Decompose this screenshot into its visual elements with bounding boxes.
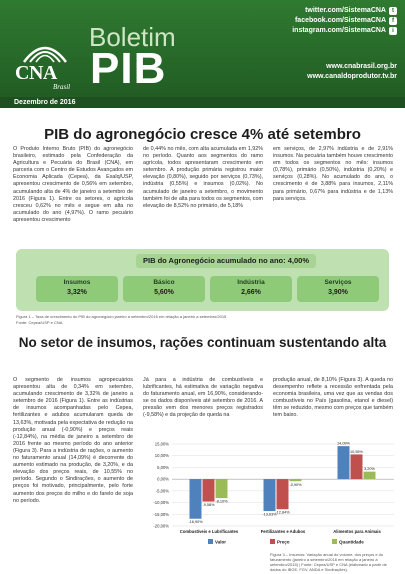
legend-label: Preço — [277, 539, 290, 545]
legend-label: Quantidade — [339, 539, 364, 545]
data-label: 14,09% — [337, 441, 350, 446]
pib-summary-box — [16, 249, 389, 311]
sector-value: 2,66% — [241, 289, 261, 296]
data-label: -16,90% — [188, 520, 203, 525]
figure1-source: Fonte: Cepea/USP e CNA — [16, 320, 63, 325]
article2-column-2: Já para a indústria de combustíveis e lubrificantes, há estimativa de variação negativa do faturamento anual, em 16,90%, considerando-se os dados disponíveis até setembro de 2016. A pressão vem dos menores preços registrados (-9,58%) e da projeção de queda na — [143, 377, 263, 419]
header — [0, 0, 405, 108]
x-tick-label: Fertilizantes e Adubos — [260, 529, 306, 534]
twitter-icon: t — [389, 7, 397, 15]
sector-basico — [123, 276, 205, 302]
sector-name: Básico — [153, 279, 175, 286]
article2-column-1: O segmento de insumos agropecuários apresentou alta de 0,34% em setembro, acumulando crescimento de 3,32% de janeiro a setembro de 2016 (Figura 1). Entre as indústrias de insumos acompanhadas pelo Cepea, fertilizantes e adubos acumularam queda de 13,63%, motivada pela expectativa de redução na produção anual (-0,90%) e preços reais (-12,84%), na média de janeiro a setembro de 2016 frente ao mesmo período do ano anterior (Figura 3). Para a indústria de rações, o aumento no faturamento anual (14,09%) é decorrente do aumento estimado na produção, de 3,20%, e da elevação dos preços reais, de 10,55% no período. Segundo o Sindirações, o aumento de preços foi motivado, principalmente, pelo forte aumento dos preços do milho e do farelo de soja no período. — [13, 377, 133, 504]
figure3-caption: Figura 3 – Insumos: Variação anual do volume, dos preços e do faturamento (janeiro a setembro/2016 em relação a janeiro a setembro/2015) | Fonte: Cepea/USP e CNA (elaborado a partir de dados do IBGE, FGV, ANDA e Sindirações). — [270, 552, 387, 572]
legend-label: Valor — [215, 539, 227, 545]
social-link-label: facebook.com/SistemaCNA — [294, 17, 386, 24]
chart-bar — [290, 479, 302, 481]
article1-body — [13, 146, 393, 224]
website-link-canal[interactable]: www.canaldoprodutor.tv.br — [307, 73, 397, 80]
chart-bar — [338, 446, 350, 479]
x-tick-label: Combustíveis e Lubrificantes — [179, 529, 239, 534]
bulletin-title: PIB — [90, 44, 167, 93]
legend-swatch — [270, 539, 275, 544]
figure1-caption: Figura 1 – Taxa de crescimento do PIB do agronegócio janeiro a setembro/2016 em relação a janeiro a setembro/2015 — [16, 314, 227, 319]
y-tick-label: 15,00% — [154, 441, 169, 447]
data-label: -9,58% — [202, 503, 215, 508]
social-link-label: instagram.com/SistemaCNA — [292, 27, 386, 34]
x-tick-label: Alimentos para Animais — [333, 529, 381, 534]
article1-headline: PIB do agronegócio cresce 4% até setembro — [44, 126, 361, 143]
data-label: -13,63% — [262, 512, 277, 517]
header-links — [292, 6, 397, 82]
issue-date: Dezembro de 2016 — [14, 99, 76, 106]
pib-total-label: PIB do Agronegócio acumulado no ano: 4,00% — [136, 254, 316, 268]
chart-bar — [351, 454, 363, 479]
inputs-bar-chart — [136, 440, 398, 550]
sector-servicos — [297, 276, 379, 302]
social-link-label: twitter.com/SistemaCNA — [305, 7, 386, 14]
y-tick-label: 10,00% — [154, 453, 169, 459]
y-tick-label: -15,00% — [153, 511, 169, 517]
sector-value: 3,32% — [67, 289, 87, 296]
sector-value: 3,90% — [328, 289, 348, 296]
sector-value: 5,60% — [154, 289, 174, 296]
social-link-twitter[interactable] — [292, 6, 397, 16]
chart-bar — [203, 479, 215, 501]
article1-column-3: em serviços, de 2,97% indústria e de 2,91% insumos. Na pecuária também houve crescimento em todos os segmentos no mês: insumos (0,78%), primário (0,50%), indústria (0,20%) e serviços (0,28%). No acumulado do ano, o crescimento é de 3,88% para insumos, 2,11% para primário, 0,67% para indústria e de 1,13% para serviços. — [273, 146, 393, 202]
legend-swatch — [332, 539, 337, 544]
data-label: 10,55% — [350, 449, 363, 454]
chart-bar — [264, 479, 276, 511]
sector-name: Indústria — [237, 279, 265, 286]
data-label: 3,20% — [364, 467, 375, 472]
bulletin-label: Boletim — [89, 22, 176, 52]
article2-headline: No setor de insumos, rações continuam sustentando alta — [18, 335, 387, 350]
data-label: -0,90% — [289, 482, 302, 487]
chart-bar — [216, 479, 228, 498]
article1-column-1: O Produto Interno Bruto (PIB) do agronegócio brasileiro, estimado pela Confederação da Agricultura e Pecuária do Brasil (CNA), em parceria com o Centro de Estudos Avançados em Economia Aplicada (Cepea), da Esalq/USP, apresentou crescimento de 0,56% em setembro, acumulando alta de 4% de janeiro a setembro de 2016 (Figura 1). Entre os setores, o agrícola cresceu 0,62% no mês e segue em alta no acumulado do ano (4,97%). O ramo pecuário apresentou crescimento — [13, 146, 133, 223]
chart-bar — [277, 479, 289, 509]
y-tick-label: -10,00% — [153, 500, 169, 506]
social-link-instagram[interactable] — [292, 26, 397, 36]
data-label: -12,84% — [275, 510, 290, 515]
sector-name: Insumos — [63, 279, 91, 286]
facebook-icon: f — [389, 17, 397, 25]
legend-swatch — [208, 539, 213, 544]
article1-column-2: de 0,44% no mês, com alta acumulada em 1,92% no período. Quanto aos segmentos do ramo agrícola, todos apresentaram crescimento em setembro. A produção primária registrou maior elevação (0,80%), seguido por serviços (0,73%), indústria (0,55%) e insumos (0,02%). No acumulado de janeiro a setembro, o movimento também foi de alta para todos os segmentos, com elevação de 8,52% no primário, de 5,18% — [143, 146, 263, 209]
sector-name: Serviços — [324, 279, 352, 286]
chart-bar — [190, 479, 202, 519]
chart-bar — [364, 472, 376, 479]
y-tick-label: -5,00% — [155, 488, 169, 494]
logo-text: CNA — [15, 62, 57, 84]
article2-column-3: produção anual, de 8,10% (Figura 3). A queda no desempenho reflete a recessão enfrentada pela economia brasileira, uma vez que as vendas dos combustíveis no País (gasolina, etanol e diesel) têm se reduzido, mesmo com preços que também tem baixo. — [273, 377, 393, 419]
y-tick-label: 5,00% — [157, 464, 169, 470]
sector-industria — [210, 276, 292, 302]
y-tick-label: -20,00% — [153, 523, 169, 529]
data-label: -8,10% — [215, 499, 228, 504]
logo-subtitle: Brasil — [53, 83, 71, 91]
y-tick-label: 0,00% — [157, 476, 169, 482]
sector-insumos — [36, 276, 118, 302]
instagram-icon: i — [389, 27, 397, 35]
inputs-chart — [136, 440, 398, 550]
website-link-cna[interactable]: www.cnabrasil.org.br — [326, 63, 397, 70]
social-link-facebook[interactable] — [292, 16, 397, 26]
